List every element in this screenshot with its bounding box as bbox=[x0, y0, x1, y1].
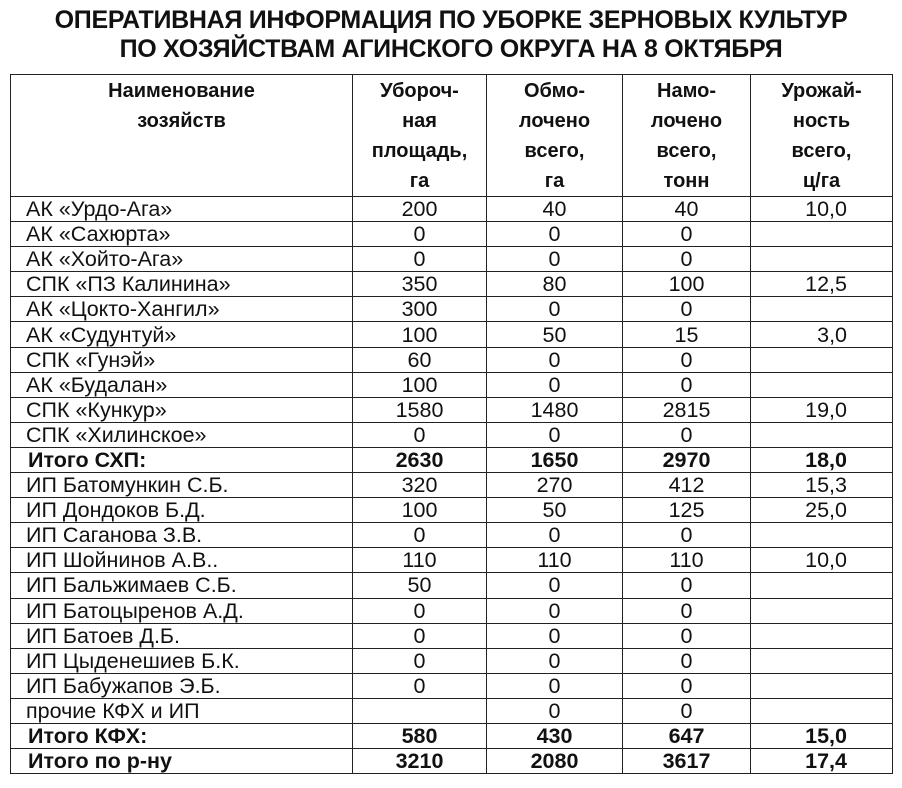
threshed-cell: 1480 bbox=[487, 397, 623, 422]
threshed-cell: 0 bbox=[487, 247, 623, 272]
yield-cell: 15,3 bbox=[751, 473, 893, 498]
header-line: всего, bbox=[524, 140, 585, 162]
threshed-cell: 0 bbox=[487, 673, 623, 698]
harvested-cell: 0 bbox=[623, 347, 751, 372]
harvest-area-cell: 60 bbox=[353, 347, 487, 372]
harvest-area-cell: 100 bbox=[353, 322, 487, 347]
yield-cell: 10,0 bbox=[751, 197, 893, 222]
farm-name-cell: СПК «ПЗ Калинина» bbox=[11, 272, 353, 297]
table-row bbox=[11, 698, 893, 723]
farm-name-cell: АК «Хойто-Ага» bbox=[11, 247, 353, 272]
harvest-area-cell: 0 bbox=[353, 598, 487, 623]
yield-cell bbox=[751, 598, 893, 623]
threshed-cell: 110 bbox=[487, 548, 623, 573]
table-row bbox=[11, 197, 893, 222]
table-row bbox=[11, 222, 893, 247]
farm-name-cell: ИП Шойнинов А.В.. bbox=[11, 548, 353, 573]
threshed-cell: 0 bbox=[487, 523, 623, 548]
harvested-cell: 0 bbox=[623, 222, 751, 247]
header-line: ная bbox=[402, 110, 437, 132]
header-line: тонн bbox=[663, 170, 710, 192]
title-line-2: ПО ХОЗЯЙСТВАМ АГИНСКОГО ОКРУГА НА 8 ОКТЯБРЯ bbox=[119, 35, 783, 63]
farm-name-cell: Итого по р-ну bbox=[11, 749, 353, 774]
header-yield bbox=[751, 75, 893, 197]
farm-name-cell: СПК «Кункур» bbox=[11, 397, 353, 422]
farm-name-cell: ИП Батоцыренов А.Д. bbox=[11, 598, 353, 623]
threshed-cell: 40 bbox=[487, 197, 623, 222]
yield-cell bbox=[751, 698, 893, 723]
harvest-area-cell: 0 bbox=[353, 673, 487, 698]
title-line-1: ОПЕРАТИВНАЯ ИНФОРМАЦИЯ ПО УБОРКЕ ЗЕРНОВЫХ КУЛЬТУР bbox=[54, 6, 848, 34]
yield-cell bbox=[751, 247, 893, 272]
table-row bbox=[11, 648, 893, 673]
farm-name-cell: ИП Батоев Д.Б. bbox=[11, 623, 353, 648]
header-line: всего, bbox=[791, 140, 852, 162]
header-line: га bbox=[544, 170, 565, 192]
table-row bbox=[11, 498, 893, 523]
total-row bbox=[11, 723, 893, 748]
harvest-area-cell: 0 bbox=[353, 222, 487, 247]
harvested-cell: 110 bbox=[623, 548, 751, 573]
yield-cell bbox=[751, 623, 893, 648]
table-row bbox=[11, 623, 893, 648]
header-line: га bbox=[409, 170, 430, 192]
harvest-area-cell: 580 bbox=[353, 723, 487, 748]
farm-name-cell: ИП Дондоков Б.Д. bbox=[11, 498, 353, 523]
harvested-cell: 0 bbox=[623, 648, 751, 673]
farm-name-cell: АК «Судунтуй» bbox=[11, 322, 353, 347]
header-line: лочено bbox=[650, 110, 723, 132]
table-row bbox=[11, 523, 893, 548]
yield-cell bbox=[751, 297, 893, 322]
yield-cell bbox=[751, 222, 893, 247]
harvested-cell: 0 bbox=[623, 247, 751, 272]
harvested-cell: 2815 bbox=[623, 397, 751, 422]
harvest-area-cell: 2630 bbox=[353, 447, 487, 472]
farm-name-cell: АК «Сахюрта» bbox=[11, 222, 353, 247]
harvested-cell: 0 bbox=[623, 698, 751, 723]
header-line: всего, bbox=[656, 140, 717, 162]
farm-name-cell: СПК «Хилинское» bbox=[11, 422, 353, 447]
threshed-cell: 0 bbox=[487, 623, 623, 648]
yield-cell bbox=[751, 648, 893, 673]
threshed-cell: 0 bbox=[487, 222, 623, 247]
table-row bbox=[11, 347, 893, 372]
harvest-area-cell: 0 bbox=[353, 523, 487, 548]
yield-cell: 17,4 bbox=[751, 749, 893, 774]
yield-cell bbox=[751, 573, 893, 598]
header-row bbox=[11, 75, 893, 197]
table-row bbox=[11, 473, 893, 498]
header-harvested bbox=[623, 75, 751, 197]
harvest-area-cell: 50 bbox=[353, 573, 487, 598]
table-row bbox=[11, 598, 893, 623]
yield-cell: 10,0 bbox=[751, 548, 893, 573]
harvest-area-cell: 110 bbox=[353, 548, 487, 573]
harvested-cell: 2970 bbox=[623, 447, 751, 472]
threshed-cell: 50 bbox=[487, 498, 623, 523]
farm-name-cell: ИП Бабужапов Э.Б. bbox=[11, 673, 353, 698]
header-harvest-area bbox=[353, 75, 487, 197]
harvested-cell: 0 bbox=[623, 297, 751, 322]
table-row bbox=[11, 322, 893, 347]
threshed-cell: 50 bbox=[487, 322, 623, 347]
yield-cell: 18,0 bbox=[751, 447, 893, 472]
page-title bbox=[0, 6, 902, 64]
table-row bbox=[11, 297, 893, 322]
table-row bbox=[11, 422, 893, 447]
header-line: ность bbox=[792, 110, 851, 132]
table-header bbox=[11, 75, 893, 197]
harvest-area-cell: 0 bbox=[353, 648, 487, 673]
harvested-cell: 0 bbox=[623, 673, 751, 698]
threshed-cell: 270 bbox=[487, 473, 623, 498]
yield-cell bbox=[751, 422, 893, 447]
threshed-cell: 430 bbox=[487, 723, 623, 748]
total-row bbox=[11, 749, 893, 774]
harvest-area-cell: 100 bbox=[353, 372, 487, 397]
header-line: Обмо- bbox=[523, 80, 586, 102]
table-row bbox=[11, 272, 893, 297]
farm-name-cell: ИП Саганова З.В. bbox=[11, 523, 353, 548]
total-row bbox=[11, 447, 893, 472]
harvested-cell: 0 bbox=[623, 523, 751, 548]
header-line: площадь, bbox=[371, 140, 468, 162]
harvested-cell: 0 bbox=[623, 623, 751, 648]
threshed-cell: 80 bbox=[487, 272, 623, 297]
yield-cell bbox=[751, 523, 893, 548]
threshed-cell: 0 bbox=[487, 648, 623, 673]
harvest-area-cell: 1580 bbox=[353, 397, 487, 422]
table-row bbox=[11, 372, 893, 397]
table-row bbox=[11, 548, 893, 573]
header-line: ц/га bbox=[802, 170, 841, 192]
header-line: лочено bbox=[518, 110, 591, 132]
harvest-area-cell: 320 bbox=[353, 473, 487, 498]
harvest-area-cell bbox=[353, 698, 487, 723]
yield-cell: 12,5 bbox=[751, 272, 893, 297]
harvested-cell: 0 bbox=[623, 422, 751, 447]
harvested-cell: 647 bbox=[623, 723, 751, 748]
table-body bbox=[11, 197, 893, 774]
header-line: Убороч- bbox=[380, 80, 459, 102]
header-line: зозяйств bbox=[137, 110, 226, 132]
harvest-area-cell: 3210 bbox=[353, 749, 487, 774]
harvested-cell: 100 bbox=[623, 272, 751, 297]
farm-name-cell: АК «Будалан» bbox=[11, 372, 353, 397]
threshed-cell: 0 bbox=[487, 297, 623, 322]
farm-name-cell: ИП Батомункин С.Б. bbox=[11, 473, 353, 498]
harvested-cell: 3617 bbox=[623, 749, 751, 774]
header-line: Намо- bbox=[657, 80, 716, 102]
threshed-cell: 0 bbox=[487, 347, 623, 372]
header-line: Урожай- bbox=[781, 80, 862, 102]
harvested-cell: 412 bbox=[623, 473, 751, 498]
table-row bbox=[11, 673, 893, 698]
farm-name-cell: Итого КФХ: bbox=[11, 723, 353, 748]
harvest-area-cell: 200 bbox=[353, 197, 487, 222]
farm-name-cell: АК «Урдо-Ага» bbox=[11, 197, 353, 222]
threshed-cell: 0 bbox=[487, 372, 623, 397]
harvest-area-cell: 350 bbox=[353, 272, 487, 297]
threshed-cell: 1650 bbox=[487, 447, 623, 472]
yield-cell bbox=[751, 347, 893, 372]
farm-name-cell: прочие КФХ и ИП bbox=[11, 698, 353, 723]
yield-cell: 19,0 bbox=[751, 397, 893, 422]
harvest-area-cell: 100 bbox=[353, 498, 487, 523]
farm-name-cell: АК «Цокто-Хангил» bbox=[11, 297, 353, 322]
harvest-table bbox=[10, 74, 893, 774]
harvested-cell: 0 bbox=[623, 573, 751, 598]
farm-name-cell: Итого СХП: bbox=[11, 447, 353, 472]
harvested-cell: 15 bbox=[623, 322, 751, 347]
header-threshed bbox=[487, 75, 623, 197]
harvested-cell: 0 bbox=[623, 598, 751, 623]
table-row bbox=[11, 247, 893, 272]
yield-cell: 25,0 bbox=[751, 498, 893, 523]
farm-name-cell: ИП Цыденешиев Б.К. bbox=[11, 648, 353, 673]
yield-cell: 15,0 bbox=[751, 723, 893, 748]
harvest-area-cell: 300 bbox=[353, 297, 487, 322]
harvested-cell: 125 bbox=[623, 498, 751, 523]
table-row bbox=[11, 397, 893, 422]
threshed-cell: 2080 bbox=[487, 749, 623, 774]
harvested-cell: 0 bbox=[623, 372, 751, 397]
table-row bbox=[11, 573, 893, 598]
yield-cell bbox=[751, 372, 893, 397]
header-line: Наименование bbox=[108, 80, 255, 102]
header-farm-name bbox=[11, 75, 353, 197]
threshed-cell: 0 bbox=[487, 422, 623, 447]
harvest-area-cell: 0 bbox=[353, 247, 487, 272]
threshed-cell: 0 bbox=[487, 573, 623, 598]
harvest-area-cell: 0 bbox=[353, 422, 487, 447]
harvest-area-cell: 0 bbox=[353, 623, 487, 648]
harvested-cell: 40 bbox=[623, 197, 751, 222]
yield-cell: 3,0 bbox=[751, 322, 893, 347]
farm-name-cell: СПК «Гунэй» bbox=[11, 347, 353, 372]
farm-name-cell: ИП Бальжимаев С.Б. bbox=[11, 573, 353, 598]
threshed-cell: 0 bbox=[487, 598, 623, 623]
yield-cell bbox=[751, 673, 893, 698]
threshed-cell: 0 bbox=[487, 698, 623, 723]
